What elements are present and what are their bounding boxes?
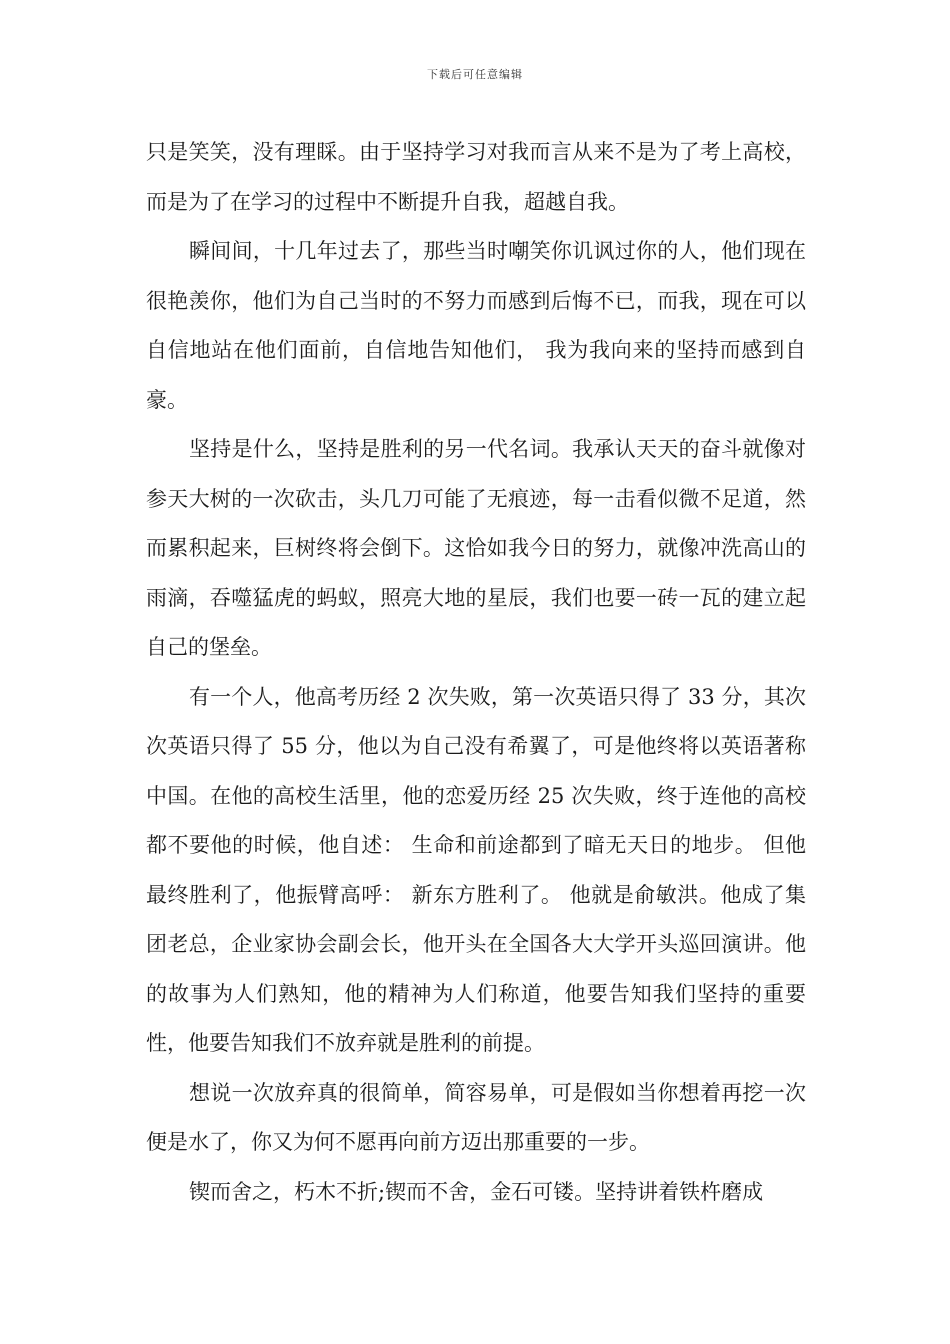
- paragraph-2: 瞬间间，十几年过去了，那些当时嘲笑你讥讽过你的人，他们现在很艳羡你，他们为自己当时的不努力而感到后悔不已，而我，现在可以自信地站在他们面前，自信地告知他们， 我为我向来的坚持而感到自豪。: [146, 239, 806, 412]
- page-header: 下载后可任意编辑: [427, 68, 523, 81]
- document-body: [146, 128, 806, 1217]
- paragraph-3: 坚持是什么，坚持是胜利的另一代名词。我承认天天的奋斗就像对参天大树的一次砍击，头几刀可能了无痕迹，每一击看似微不足道，然而累积起来，巨树终将会倒下。这恰如我今日的努力，就像冲洗高山的雨滴，吞噬猛虎的蚂蚁，照亮大地的星辰，我们也要一砖一瓦的建立起自己的堡垒。: [146, 437, 806, 659]
- paragraph-4: 有一个人，他高考历经 2 次失败，第一次英语只得了 33 分，其次次英语只得了 55 分，他以为自己没有希翼了，可是他终将以英语著称中国。在他的高校生活里，他的恋爱历经 25 次失败，终于连他的高校都不要他的时候，他自述： 生命和前途都到了暗无天日的地步。 但他最终胜利了，他振臂高呼： 新东方胜利了。 他就是俞敏洪。他成了集团老总，企业家协会副会长，他开头在全国各大大学开头巡回演讲。他的故事为人们熟知，他的精神为人们称道，他要告知我们坚持的重要性，他要告知我们不放弃就是胜利的前提。: [146, 684, 806, 1055]
- paragraph-1: 只是笑笑，没有理睬。由于坚持学习对我而言从来不是为了考上高校，而是为了在学习的过程中不断提升自我，超越自我。: [146, 140, 806, 214]
- paragraph-6: 锲而舍之，朽木不折;锲而不舍，金石可镂。坚持讲着铁杵磨成: [189, 1179, 764, 1204]
- paragraph-5: 想说一次放弃真的很简单，简容易单，可是假如当你想着再挖一次便是水了，你又为何不愿再向前方迈出那重要的一步。: [146, 1080, 806, 1154]
